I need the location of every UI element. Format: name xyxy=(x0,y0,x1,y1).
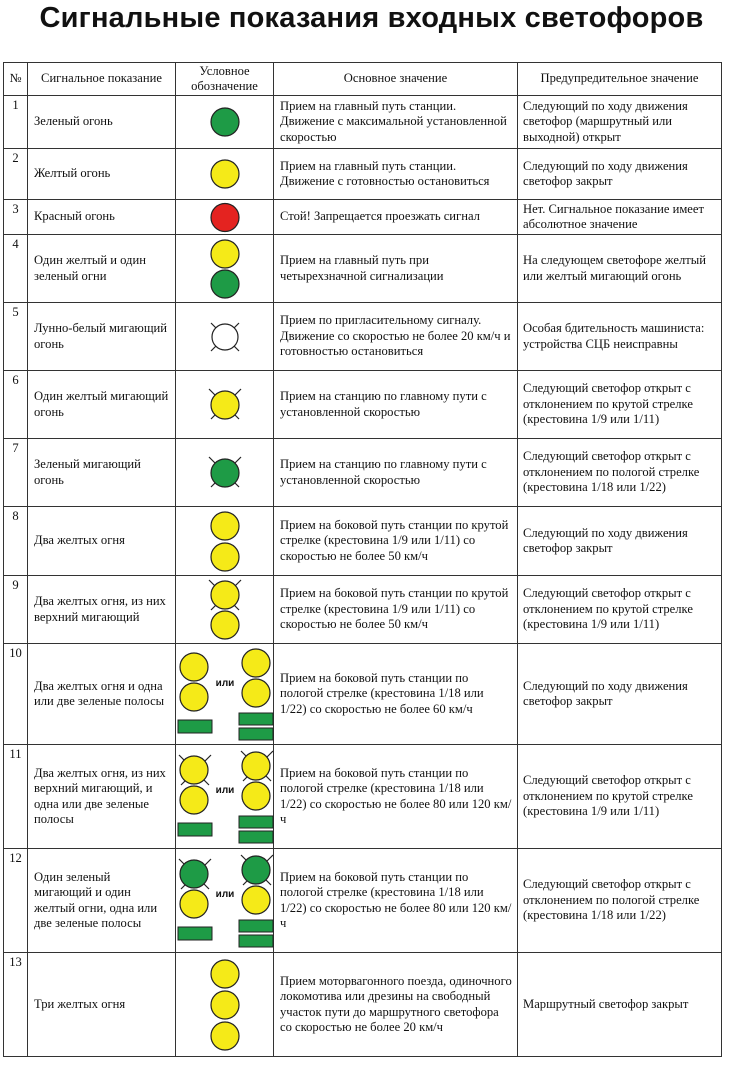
warning-meaning: Маршрутный светофор закрыт xyxy=(518,953,722,1057)
yellow-lamp xyxy=(211,960,239,988)
table-row xyxy=(4,849,722,953)
green-stripe xyxy=(239,713,273,725)
warning-meaning: На следующем светофоре желтый или желтый мигающий огонь xyxy=(518,235,722,303)
signal-symbol xyxy=(176,507,274,576)
main-meaning: Прием на главный путь станции. Движение с максимальной установленной скоростью xyxy=(274,96,518,149)
warning-meaning: Следующий светофор открыт с отклонением по крутой стрелке (крестовина 1/9 или 1/11) xyxy=(518,371,722,439)
signal-symbol xyxy=(176,849,274,953)
row-number: 11 xyxy=(4,745,28,849)
yellow-lamp xyxy=(242,752,270,780)
warning-meaning: Следующий по ходу движения светофор закрыт xyxy=(518,507,722,576)
signal-symbol xyxy=(176,235,274,303)
row-number: 10 xyxy=(4,644,28,745)
row-number: 4 xyxy=(4,235,28,303)
yellow-lamp xyxy=(211,1022,239,1050)
green-stripe xyxy=(178,927,212,940)
main-meaning: Прием на боковой путь станции по пологой стрелке (крестовина 1/18 или 1/22) со скоростью не более 60 км/ч xyxy=(274,644,518,745)
warning-meaning: Следующий светофор открыт с отклонением по пологой стрелке (крестовина 1/18 или 1/22) xyxy=(518,849,722,953)
main-meaning: Прием на главный путь станции. Движение с готовностью остановиться xyxy=(274,149,518,200)
signal-symbol xyxy=(176,200,274,235)
or-label: или xyxy=(215,677,235,689)
warning-meaning: Следующий по ходу движения светофор (маршрутный или выходной) открыт xyxy=(518,96,722,149)
yellow-green-lights-icon xyxy=(177,236,273,302)
yellow-lamp xyxy=(211,611,239,639)
green-stripe xyxy=(178,720,212,733)
table-row xyxy=(4,235,722,303)
row-number: 7 xyxy=(4,439,28,507)
main-meaning: Стой! Запрещается проезжать сигнал xyxy=(274,200,518,235)
signal-symbol xyxy=(176,303,274,371)
green-flashing-light-icon xyxy=(177,440,273,506)
yellow-lamp xyxy=(242,886,270,914)
row-number: 5 xyxy=(4,303,28,371)
table-row xyxy=(4,953,722,1057)
warning-meaning: Следующий по ходу движения светофор закрыт xyxy=(518,644,722,745)
table-row xyxy=(4,507,722,576)
or-label: или xyxy=(215,784,235,796)
yellow-lamp xyxy=(211,991,239,1019)
yellow-lamp xyxy=(242,649,270,677)
header-signal: Сигнальное показание xyxy=(28,63,176,96)
warning-meaning: Следующий по ходу движения светофор закрыт xyxy=(518,149,722,200)
warning-meaning: Нет. Сигнальное показание имеет абсолютное значение xyxy=(518,200,722,235)
green-light-icon xyxy=(177,97,273,147)
yellow-lamp xyxy=(211,160,239,188)
header-warn: Предупредительное значение xyxy=(518,63,722,96)
row-number: 8 xyxy=(4,507,28,576)
white-flashing-light-icon xyxy=(177,304,273,370)
signal-name: Лунно-белый мигающий огонь xyxy=(28,303,176,371)
header-symbol: Условное обозначение xyxy=(176,63,274,96)
or-label: или xyxy=(215,888,235,900)
signal-symbol xyxy=(176,149,274,200)
yellow-lamp xyxy=(211,581,239,609)
signal-symbol xyxy=(176,439,274,507)
row-number: 12 xyxy=(4,849,28,953)
yellow-lamp xyxy=(242,782,270,810)
table-row xyxy=(4,644,722,745)
yellow-lamp xyxy=(180,756,208,784)
warning-meaning: Особая бдительность машиниста: устройства СЦБ неисправны xyxy=(518,303,722,371)
main-meaning: Прием моторвагонного поезда, одиночного локомотива или дрезины на свободный участок пути до маршрутного светофора со скоростью не более 20 км/ч xyxy=(274,953,518,1057)
signal-name: Один зеленый мигающий и один желтый огни, одна или две зеленые полосы xyxy=(28,849,176,953)
signal-symbol xyxy=(176,745,274,849)
row-number: 3 xyxy=(4,200,28,235)
row-number: 9 xyxy=(4,576,28,644)
table-row xyxy=(4,745,722,849)
row-number: 2 xyxy=(4,149,28,200)
green-stripe xyxy=(239,816,273,828)
signal-symbol xyxy=(176,644,274,745)
signals-table xyxy=(3,62,722,1057)
red-lamp xyxy=(211,203,239,231)
green-stripe xyxy=(239,831,273,843)
warning-meaning: Следующий светофор открыт с отклонением по крутой стрелке (крестовина 1/9 или 1/11) xyxy=(518,745,722,849)
yellow-lamp xyxy=(180,786,208,814)
main-meaning: Прием на главный путь при четырехзначной сигнализации xyxy=(274,235,518,303)
yellow-lamp xyxy=(211,512,239,540)
signal-name: Два желтых огня xyxy=(28,507,176,576)
two-yellow-top-flashing-icon xyxy=(177,577,273,643)
signal-name: Два желтых огня, из них верхний мигающий xyxy=(28,576,176,644)
green-lamp xyxy=(180,860,208,888)
table-row xyxy=(4,303,722,371)
three-yellow-lights-icon xyxy=(177,954,273,1056)
table-row xyxy=(4,576,722,644)
row-number: 1 xyxy=(4,96,28,149)
main-meaning: Прием на боковой путь станции по крутой стрелке (крестовина 1/9 или 1/11) со скоростью не более 50 км/ч xyxy=(274,576,518,644)
signal-name: Один желтый и один зеленый огни xyxy=(28,235,176,303)
header-num: № xyxy=(4,63,28,96)
row-number: 6 xyxy=(4,371,28,439)
green-stripe xyxy=(239,935,273,947)
two-yellow-lights-icon xyxy=(177,508,273,575)
main-meaning: Прием на станцию по главному пути с установленной скоростью xyxy=(274,371,518,439)
table-header xyxy=(4,63,722,96)
red-light-icon xyxy=(177,201,273,234)
row-number: 13 xyxy=(4,953,28,1057)
yellow-lamp xyxy=(180,653,208,681)
green-flashing-yellow-stripes-icon xyxy=(176,850,274,952)
table-row xyxy=(4,96,722,149)
header-main: Основное значение xyxy=(274,63,518,96)
signal-symbol xyxy=(176,371,274,439)
signal-name: Зеленый огонь xyxy=(28,96,176,149)
two-yellow-green-stripes-icon xyxy=(176,645,274,744)
yellow-light-icon xyxy=(177,150,273,198)
signal-symbol xyxy=(176,96,274,149)
warning-meaning: Следующий светофор открыт с отклонением по крутой стрелке (крестовина 1/9 или 1/11) xyxy=(518,576,722,644)
signal-name: Желтый огонь xyxy=(28,149,176,200)
main-meaning: Прием на станцию по главному пути с установленной скоростью xyxy=(274,439,518,507)
signal-symbol xyxy=(176,953,274,1057)
green-lamp xyxy=(211,270,239,298)
green-lamp xyxy=(211,459,239,487)
page-title: Сигнальные показания входных светофоров xyxy=(39,2,704,34)
green-stripe xyxy=(239,920,273,932)
green-stripe xyxy=(178,823,212,836)
main-meaning: Прием на боковой путь станции по крутой стрелке (крестовина 1/9 или 1/11) со скоростью не более 50 км/ч xyxy=(274,507,518,576)
table-row xyxy=(4,149,722,200)
signal-symbol xyxy=(176,576,274,644)
main-meaning: Прием на боковой путь станции по пологой стрелке (крестовина 1/18 или 1/22) со скоростью не более 80 или 120 км/ч xyxy=(274,849,518,953)
main-meaning: Прием по пригласительному сигналу. Движение со скоростью не более 20 км/ч и готовностью остановиться xyxy=(274,303,518,371)
yellow-lamp xyxy=(180,683,208,711)
warning-meaning: Следующий светофор открыт с отклонением по пологой стрелке (крестовина 1/18 или 1/22) xyxy=(518,439,722,507)
green-stripe xyxy=(239,728,273,740)
green-lamp xyxy=(211,108,239,136)
yellow-lamp xyxy=(211,240,239,268)
yellow-lamp xyxy=(211,391,239,419)
signal-name: Один желтый мигающий огонь xyxy=(28,371,176,439)
green-lamp xyxy=(242,856,270,884)
signal-name: Три желтых огня xyxy=(28,953,176,1057)
white-lamp xyxy=(212,324,238,350)
yellow-flashing-light-icon xyxy=(177,372,273,438)
table-row xyxy=(4,200,722,235)
yellow-lamp xyxy=(180,890,208,918)
table-row xyxy=(4,439,722,507)
signal-name: Два желтых огня и одна или две зеленые полосы xyxy=(28,644,176,745)
signal-name: Красный огонь xyxy=(28,200,176,235)
two-yellow-flashing-green-stripes-icon xyxy=(176,746,274,848)
yellow-lamp xyxy=(211,543,239,571)
signal-name: Зеленый мигающий огонь xyxy=(28,439,176,507)
signal-name: Два желтых огня, из них верхний мигающий, и одна или две зеленые полосы xyxy=(28,745,176,849)
table-row xyxy=(4,371,722,439)
yellow-lamp xyxy=(242,679,270,707)
main-meaning: Прием на боковой путь станции по пологой стрелке (крестовина 1/18 или 1/22) со скоростью не более 80 или 120 км/ч xyxy=(274,745,518,849)
